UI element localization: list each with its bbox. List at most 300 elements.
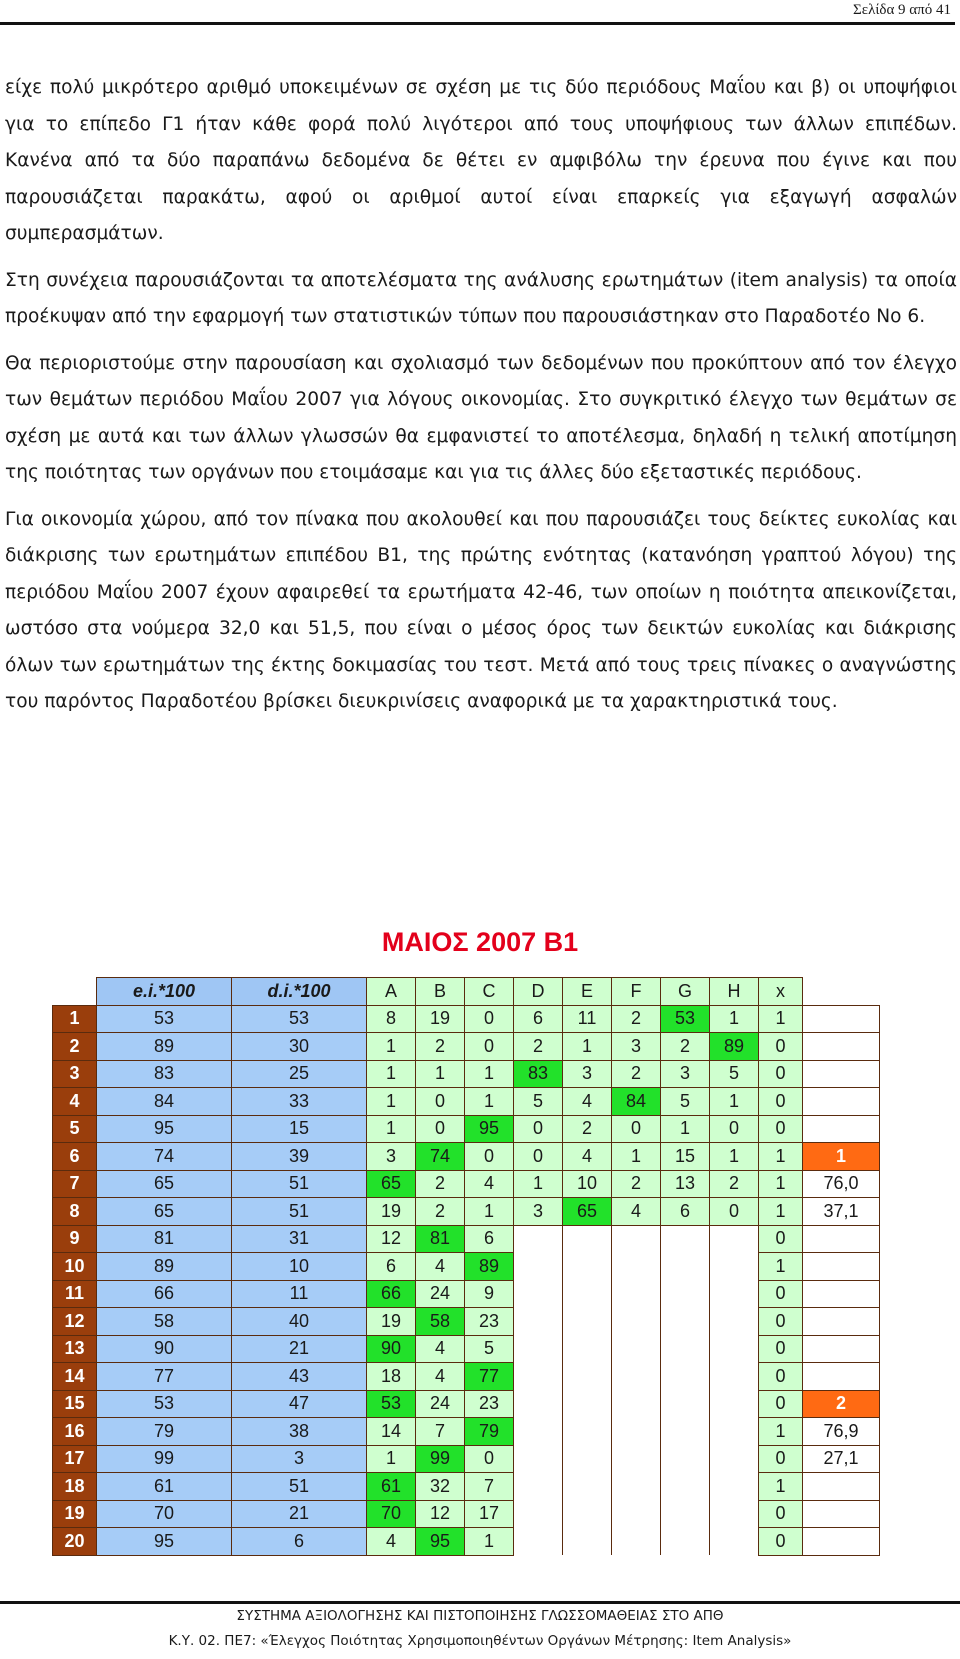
option-cell: 5 bbox=[710, 1060, 759, 1088]
option-cell: 10 bbox=[563, 1170, 612, 1198]
summary-stat-empty bbox=[803, 1528, 880, 1556]
correct-option-cell: 66 bbox=[367, 1280, 416, 1308]
option-cell-empty bbox=[514, 1253, 563, 1281]
body-text bbox=[5, 70, 957, 731]
option-cell-empty bbox=[710, 1528, 759, 1556]
option-cell: 1 bbox=[612, 1143, 661, 1171]
correct-option-cell: 74 bbox=[416, 1143, 465, 1171]
summary-stat-empty bbox=[803, 1033, 880, 1061]
option-cell: 2 bbox=[612, 1005, 661, 1033]
discrimination-index-cell: 33 bbox=[232, 1088, 367, 1116]
omitted-cell: 1 bbox=[759, 1005, 803, 1033]
discrimination-index-cell: 51 bbox=[232, 1170, 367, 1198]
option-cell: 23 bbox=[465, 1390, 514, 1418]
ease-index-cell: 70 bbox=[97, 1500, 232, 1528]
summary-stat-empty bbox=[803, 1115, 880, 1143]
ease-index-cell: 53 bbox=[97, 1005, 232, 1033]
table-row bbox=[53, 1390, 880, 1418]
ease-index-cell: 79 bbox=[97, 1418, 232, 1446]
omitted-cell: 0 bbox=[759, 1088, 803, 1116]
item-number-cell: 17 bbox=[53, 1445, 97, 1473]
option-cell: 3 bbox=[563, 1060, 612, 1088]
correct-option-cell: 90 bbox=[367, 1335, 416, 1363]
option-cell-empty bbox=[563, 1363, 612, 1391]
discrimination-index-cell: 10 bbox=[232, 1253, 367, 1281]
omitted-cell: 0 bbox=[759, 1280, 803, 1308]
option-cell-empty bbox=[563, 1280, 612, 1308]
ease-index-cell: 84 bbox=[97, 1088, 232, 1116]
option-cell: 14 bbox=[367, 1418, 416, 1446]
ease-index-cell: 58 bbox=[97, 1308, 232, 1336]
option-cell: 0 bbox=[514, 1143, 563, 1171]
option-cell-empty bbox=[514, 1390, 563, 1418]
option-cell: 0 bbox=[465, 1005, 514, 1033]
ease-index-cell: 66 bbox=[97, 1280, 232, 1308]
table-row bbox=[53, 1005, 880, 1033]
option-cell: 0 bbox=[416, 1115, 465, 1143]
option-cell: 3 bbox=[612, 1033, 661, 1061]
option-cell: 1 bbox=[465, 1060, 514, 1088]
option-cell: 1 bbox=[661, 1115, 710, 1143]
option-cell: 3 bbox=[514, 1198, 563, 1226]
summary-stat-empty bbox=[803, 1280, 880, 1308]
option-cell: 1 bbox=[465, 1528, 514, 1556]
table-row bbox=[53, 1088, 880, 1116]
discrimination-index-cell: 21 bbox=[232, 1500, 367, 1528]
option-cell-empty bbox=[612, 1308, 661, 1336]
item-number-cell: 3 bbox=[53, 1060, 97, 1088]
option-cell: 13 bbox=[661, 1170, 710, 1198]
ease-index-cell: 95 bbox=[97, 1115, 232, 1143]
table-row bbox=[53, 1033, 880, 1061]
option-cell-empty bbox=[514, 1500, 563, 1528]
header-option-b: B bbox=[416, 978, 465, 1006]
option-cell-empty bbox=[612, 1253, 661, 1281]
option-cell: 1 bbox=[710, 1005, 759, 1033]
item-number-cell: 2 bbox=[53, 1033, 97, 1061]
option-cell: 0 bbox=[465, 1143, 514, 1171]
option-cell: 1 bbox=[367, 1060, 416, 1088]
option-cell: 7 bbox=[416, 1418, 465, 1446]
summary-stat-cell: 37,1 bbox=[803, 1198, 880, 1226]
discrimination-index-cell: 47 bbox=[232, 1390, 367, 1418]
table-row bbox=[53, 1363, 880, 1391]
option-cell: 3 bbox=[661, 1060, 710, 1088]
ease-index-cell: 89 bbox=[97, 1033, 232, 1061]
option-cell-empty bbox=[563, 1390, 612, 1418]
correct-option-cell: 81 bbox=[416, 1225, 465, 1253]
option-cell: 8 bbox=[367, 1005, 416, 1033]
correct-option-cell: 58 bbox=[416, 1308, 465, 1336]
option-cell: 1 bbox=[710, 1143, 759, 1171]
table-row bbox=[53, 1198, 880, 1226]
option-cell: 0 bbox=[416, 1088, 465, 1116]
omitted-cell: 1 bbox=[759, 1198, 803, 1226]
option-cell: 19 bbox=[416, 1005, 465, 1033]
item-number-cell: 8 bbox=[53, 1198, 97, 1226]
summary-stat-empty bbox=[803, 1363, 880, 1391]
option-cell: 18 bbox=[367, 1363, 416, 1391]
option-cell-empty bbox=[710, 1253, 759, 1281]
option-cell: 11 bbox=[563, 1005, 612, 1033]
option-cell: 32 bbox=[416, 1473, 465, 1501]
ease-index-cell: 77 bbox=[97, 1363, 232, 1391]
option-cell-empty bbox=[514, 1528, 563, 1556]
header-blank-right bbox=[803, 978, 880, 1006]
discrimination-index-cell: 39 bbox=[232, 1143, 367, 1171]
option-cell: 17 bbox=[465, 1500, 514, 1528]
discrimination-index-cell: 53 bbox=[232, 1005, 367, 1033]
correct-option-cell: 89 bbox=[465, 1253, 514, 1281]
summary-stat-empty bbox=[803, 1500, 880, 1528]
option-cell: 1 bbox=[710, 1088, 759, 1116]
option-cell-empty bbox=[710, 1280, 759, 1308]
option-cell-empty bbox=[710, 1500, 759, 1528]
ease-index-cell: 65 bbox=[97, 1170, 232, 1198]
option-cell-empty bbox=[661, 1418, 710, 1446]
discrimination-index-cell: 3 bbox=[232, 1445, 367, 1473]
option-cell-empty bbox=[612, 1528, 661, 1556]
option-cell: 2 bbox=[416, 1170, 465, 1198]
item-number-cell: 16 bbox=[53, 1418, 97, 1446]
option-cell: 2 bbox=[612, 1060, 661, 1088]
option-cell-empty bbox=[563, 1473, 612, 1501]
correct-option-cell: 53 bbox=[367, 1390, 416, 1418]
item-number-cell: 19 bbox=[53, 1500, 97, 1528]
footer-rule bbox=[0, 1601, 960, 1604]
option-cell-empty bbox=[612, 1390, 661, 1418]
option-cell-empty bbox=[514, 1280, 563, 1308]
summary-stat-cell: 76,0 bbox=[803, 1170, 880, 1198]
omitted-cell: 0 bbox=[759, 1445, 803, 1473]
option-cell: 1 bbox=[563, 1033, 612, 1061]
option-cell-empty bbox=[612, 1225, 661, 1253]
item-number-cell: 14 bbox=[53, 1363, 97, 1391]
option-cell: 4 bbox=[416, 1335, 465, 1363]
option-cell: 1 bbox=[367, 1445, 416, 1473]
option-cell: 0 bbox=[465, 1033, 514, 1061]
option-cell-empty bbox=[563, 1308, 612, 1336]
option-cell: 5 bbox=[514, 1088, 563, 1116]
discrimination-index-cell: 38 bbox=[232, 1418, 367, 1446]
option-cell: 1 bbox=[465, 1088, 514, 1116]
option-cell: 9 bbox=[465, 1280, 514, 1308]
item-number-cell: 10 bbox=[53, 1253, 97, 1281]
discrimination-index-cell: 43 bbox=[232, 1363, 367, 1391]
option-cell: 6 bbox=[661, 1198, 710, 1226]
summary-stat-empty bbox=[803, 1005, 880, 1033]
header-option-f: F bbox=[612, 978, 661, 1006]
option-cell-empty bbox=[661, 1473, 710, 1501]
table-row bbox=[53, 1225, 880, 1253]
option-cell-empty bbox=[612, 1335, 661, 1363]
option-cell-empty bbox=[661, 1335, 710, 1363]
discrimination-index-cell: 51 bbox=[232, 1473, 367, 1501]
option-cell: 6 bbox=[367, 1253, 416, 1281]
option-cell: 2 bbox=[514, 1033, 563, 1061]
table-row bbox=[53, 1445, 880, 1473]
option-cell-empty bbox=[661, 1390, 710, 1418]
omitted-cell: 1 bbox=[759, 1253, 803, 1281]
option-cell-empty bbox=[612, 1445, 661, 1473]
option-cell: 0 bbox=[612, 1115, 661, 1143]
item-number-cell: 18 bbox=[53, 1473, 97, 1501]
discrimination-index-cell: 25 bbox=[232, 1060, 367, 1088]
option-cell: 24 bbox=[416, 1390, 465, 1418]
option-cell: 0 bbox=[710, 1198, 759, 1226]
header-option-d: D bbox=[514, 978, 563, 1006]
omitted-cell: 0 bbox=[759, 1308, 803, 1336]
option-cell-empty bbox=[661, 1253, 710, 1281]
table-row bbox=[53, 1308, 880, 1336]
item-number-cell: 7 bbox=[53, 1170, 97, 1198]
summary-stat-cell: 2 bbox=[803, 1390, 880, 1418]
table-row bbox=[53, 1473, 880, 1501]
ease-index-cell: 65 bbox=[97, 1198, 232, 1226]
option-cell: 0 bbox=[710, 1115, 759, 1143]
option-cell: 12 bbox=[367, 1225, 416, 1253]
option-cell-empty bbox=[563, 1528, 612, 1556]
correct-option-cell: 61 bbox=[367, 1473, 416, 1501]
option-cell-empty bbox=[612, 1363, 661, 1391]
option-cell-empty bbox=[612, 1500, 661, 1528]
correct-option-cell: 65 bbox=[367, 1170, 416, 1198]
item-number-cell: 20 bbox=[53, 1528, 97, 1556]
table-row bbox=[53, 1280, 880, 1308]
paragraph: Στη συνέχεια παρουσιάζονται τα αποτελέσματα της ανάλυσης ερωτημάτων (item analysis) τα οποία προέκυψαν από την εφαρμογή των στατιστικών τύπων που παρουσιάστηκαν στο Παραδοτέο Νο 6. bbox=[5, 269, 957, 327]
footer-deliverable: Κ.Υ. 02. ΠΕ7: «Έλεγχος Ποιότητας Χρησιμοποιηθέντων Οργάνων Μέτρησης: Item Analysis» bbox=[168, 1633, 792, 1649]
ease-index-cell: 74 bbox=[97, 1143, 232, 1171]
item-number-cell: 11 bbox=[53, 1280, 97, 1308]
table-row bbox=[53, 1115, 880, 1143]
option-cell-empty bbox=[514, 1335, 563, 1363]
correct-option-cell: 95 bbox=[416, 1528, 465, 1556]
omitted-cell: 0 bbox=[759, 1335, 803, 1363]
page-number: Σελίδα 9 από 41 bbox=[853, 2, 951, 18]
ease-index-cell: 95 bbox=[97, 1528, 232, 1556]
option-cell: 3 bbox=[367, 1143, 416, 1171]
table-row bbox=[53, 1500, 880, 1528]
option-cell: 4 bbox=[612, 1198, 661, 1226]
table-title: ΜΑΙΟΣ 2007 Β1 bbox=[381, 927, 579, 957]
option-cell: 24 bbox=[416, 1280, 465, 1308]
ease-index-cell: 81 bbox=[97, 1225, 232, 1253]
table-row bbox=[53, 1253, 880, 1281]
option-cell: 2 bbox=[661, 1033, 710, 1061]
header-option-a: A bbox=[367, 978, 416, 1006]
omitted-cell: 0 bbox=[759, 1060, 803, 1088]
summary-stat-empty bbox=[803, 1253, 880, 1281]
option-cell: 0 bbox=[514, 1115, 563, 1143]
table-row bbox=[53, 1170, 880, 1198]
ease-index-cell: 89 bbox=[97, 1253, 232, 1281]
correct-option-cell: 84 bbox=[612, 1088, 661, 1116]
table-header-row bbox=[53, 978, 880, 1006]
option-cell-empty bbox=[661, 1280, 710, 1308]
item-number-cell: 9 bbox=[53, 1225, 97, 1253]
option-cell: 4 bbox=[367, 1528, 416, 1556]
option-cell-empty bbox=[710, 1390, 759, 1418]
option-cell-empty bbox=[661, 1500, 710, 1528]
option-cell-empty bbox=[710, 1473, 759, 1501]
correct-option-cell: 83 bbox=[514, 1060, 563, 1088]
option-cell-empty bbox=[710, 1225, 759, 1253]
option-cell: 5 bbox=[661, 1088, 710, 1116]
option-cell-empty bbox=[661, 1363, 710, 1391]
page-header bbox=[0, 0, 955, 25]
option-cell-empty bbox=[710, 1418, 759, 1446]
option-cell: 2 bbox=[416, 1198, 465, 1226]
option-cell-empty bbox=[612, 1473, 661, 1501]
option-cell-empty bbox=[710, 1363, 759, 1391]
option-cell-empty bbox=[563, 1418, 612, 1446]
table-body bbox=[53, 1005, 880, 1555]
table-row bbox=[53, 1335, 880, 1363]
summary-stat-empty bbox=[803, 1308, 880, 1336]
discrimination-index-cell: 31 bbox=[232, 1225, 367, 1253]
header-option-h: H bbox=[710, 978, 759, 1006]
option-cell: 2 bbox=[612, 1170, 661, 1198]
option-cell-empty bbox=[563, 1500, 612, 1528]
option-cell: 2 bbox=[416, 1033, 465, 1061]
option-cell: 19 bbox=[367, 1198, 416, 1226]
option-cell-empty bbox=[514, 1473, 563, 1501]
summary-stat-cell: 27,1 bbox=[803, 1445, 880, 1473]
option-cell-empty bbox=[661, 1225, 710, 1253]
item-number-cell: 12 bbox=[53, 1308, 97, 1336]
correct-option-cell: 53 bbox=[661, 1005, 710, 1033]
correct-option-cell: 77 bbox=[465, 1363, 514, 1391]
correct-option-cell: 65 bbox=[563, 1198, 612, 1226]
option-cell: 2 bbox=[563, 1115, 612, 1143]
option-cell: 7 bbox=[465, 1473, 514, 1501]
omitted-cell: 0 bbox=[759, 1390, 803, 1418]
header-discrimination-index: d.i.*100 bbox=[232, 978, 367, 1006]
option-cell: 4 bbox=[416, 1363, 465, 1391]
header-option-g: G bbox=[661, 978, 710, 1006]
omitted-cell: 1 bbox=[759, 1143, 803, 1171]
omitted-cell: 0 bbox=[759, 1363, 803, 1391]
correct-option-cell: 95 bbox=[465, 1115, 514, 1143]
option-cell: 2 bbox=[710, 1170, 759, 1198]
option-cell: 15 bbox=[661, 1143, 710, 1171]
ease-index-cell: 83 bbox=[97, 1060, 232, 1088]
option-cell: 1 bbox=[416, 1060, 465, 1088]
correct-option-cell: 99 bbox=[416, 1445, 465, 1473]
discrimination-index-cell: 11 bbox=[232, 1280, 367, 1308]
summary-stat-cell: 1 bbox=[803, 1143, 880, 1171]
summary-stat-empty bbox=[803, 1335, 880, 1363]
discrimination-index-cell: 51 bbox=[232, 1198, 367, 1226]
option-cell: 1 bbox=[465, 1198, 514, 1226]
summary-stat-empty bbox=[803, 1060, 880, 1088]
option-cell-empty bbox=[514, 1363, 563, 1391]
omitted-cell: 1 bbox=[759, 1473, 803, 1501]
option-cell: 4 bbox=[563, 1088, 612, 1116]
omitted-cell: 1 bbox=[759, 1170, 803, 1198]
item-number-cell: 4 bbox=[53, 1088, 97, 1116]
item-number-cell: 13 bbox=[53, 1335, 97, 1363]
ease-index-cell: 53 bbox=[97, 1390, 232, 1418]
item-number-cell: 6 bbox=[53, 1143, 97, 1171]
option-cell-empty bbox=[563, 1253, 612, 1281]
summary-stat-empty bbox=[803, 1473, 880, 1501]
option-cell: 4 bbox=[465, 1170, 514, 1198]
omitted-cell: 0 bbox=[759, 1115, 803, 1143]
item-number-cell: 5 bbox=[53, 1115, 97, 1143]
ease-index-cell: 90 bbox=[97, 1335, 232, 1363]
table-row bbox=[53, 1528, 880, 1556]
option-cell: 6 bbox=[514, 1005, 563, 1033]
option-cell-empty bbox=[612, 1418, 661, 1446]
ease-index-cell: 61 bbox=[97, 1473, 232, 1501]
option-cell: 12 bbox=[416, 1500, 465, 1528]
option-cell-empty bbox=[563, 1335, 612, 1363]
table-row bbox=[53, 1143, 880, 1171]
omitted-cell: 1 bbox=[759, 1418, 803, 1446]
option-cell: 1 bbox=[367, 1033, 416, 1061]
header-option-c: C bbox=[465, 978, 514, 1006]
option-cell-empty bbox=[514, 1308, 563, 1336]
option-cell-empty bbox=[514, 1418, 563, 1446]
option-cell: 4 bbox=[416, 1253, 465, 1281]
option-cell-empty bbox=[612, 1280, 661, 1308]
option-cell-empty bbox=[710, 1445, 759, 1473]
footer-organization: ΣΥΣΤΗΜΑ ΑΞΙΟΛΟΓΗΣΗΣ ΚΑΙ ΠΙΣΤΟΠΟΙΗΣΗΣ ΓΛΩΣΣΟΜΑΘΕΙΑΣ ΣΤΟ ΑΠΘ bbox=[236, 1608, 724, 1624]
option-cell: 1 bbox=[367, 1088, 416, 1116]
option-cell-empty bbox=[661, 1308, 710, 1336]
omitted-cell: 0 bbox=[759, 1500, 803, 1528]
table-row bbox=[53, 1060, 880, 1088]
option-cell: 4 bbox=[563, 1143, 612, 1171]
header-option-e: E bbox=[563, 978, 612, 1006]
table-row bbox=[53, 1418, 880, 1446]
paragraph: είχε πολύ μικρότερο αριθμό υποκειμένων σε σχέση με τις δύο περιόδους Μαΐου και β) οι υποψήφιοι για το επίπεδο Γ1 ήταν κάθε φορά πολύ λιγότεροι από τους υποψήφιους των άλλων επιπέδων. Κανένα από τα δύο παραπάνω δεδομένα δε θέτει εν αμφιβόλω την έρευνα που έγινε και που παρουσιάζεται παρακάτω, αφού οι αριθμοί αυτοί είναι επαρκείς για εξαγωγή ασφαλών συμπερασμάτων. bbox=[5, 77, 957, 244]
omitted-cell: 0 bbox=[759, 1528, 803, 1556]
paragraph: Για οικονομία χώρου, από τον πίνακα που ακολουθεί και που παρουσιάζει τους δείκτες ευκολίας και διάκρισης των ερωτημάτων επιπέδου Β1, της πρώτης ενότητας (κατανόηση γραπτού λόγου) της περιόδου Μαΐου 2007 έχουν αφαιρεθεί τα ερωτήματα 42-46, των οποίων η ποιότητα απεικονίζεται, ωστόσο στα νούμερα 32,0 και 51,5, που είναι ο μέσος όρος των δεικτών ευκολίας και διάκρισης όλων των ερωτημάτων της έκτης δοκιμασίας του τεστ. Μετά από τους τρεις πίνακες ο αναγνώστης του παρόντος Παραδοτέου βρίσκει διευκρινίσεις αναφορικά με τα χαρακτηριστικά τους. bbox=[5, 508, 957, 712]
discrimination-index-cell: 15 bbox=[232, 1115, 367, 1143]
omitted-cell: 0 bbox=[759, 1033, 803, 1061]
option-cell-empty bbox=[514, 1225, 563, 1253]
summary-stat-empty bbox=[803, 1225, 880, 1253]
item-analysis-table bbox=[52, 977, 880, 1556]
option-cell-empty bbox=[661, 1445, 710, 1473]
option-cell-empty bbox=[710, 1335, 759, 1363]
option-cell: 23 bbox=[465, 1308, 514, 1336]
discrimination-index-cell: 6 bbox=[232, 1528, 367, 1556]
option-cell: 6 bbox=[465, 1225, 514, 1253]
item-number-cell: 15 bbox=[53, 1390, 97, 1418]
omitted-cell: 0 bbox=[759, 1225, 803, 1253]
option-cell: 0 bbox=[465, 1445, 514, 1473]
summary-stat-empty bbox=[803, 1088, 880, 1116]
header-omitted: x bbox=[759, 978, 803, 1006]
correct-option-cell: 89 bbox=[710, 1033, 759, 1061]
option-cell-empty bbox=[563, 1445, 612, 1473]
option-cell-empty bbox=[710, 1308, 759, 1336]
option-cell-empty bbox=[563, 1225, 612, 1253]
ease-index-cell: 99 bbox=[97, 1445, 232, 1473]
option-cell: 19 bbox=[367, 1308, 416, 1336]
option-cell: 1 bbox=[514, 1170, 563, 1198]
option-cell: 5 bbox=[465, 1335, 514, 1363]
discrimination-index-cell: 21 bbox=[232, 1335, 367, 1363]
header-ease-index: e.i.*100 bbox=[97, 978, 232, 1006]
discrimination-index-cell: 30 bbox=[232, 1033, 367, 1061]
header-blank bbox=[53, 978, 97, 1006]
option-cell: 1 bbox=[367, 1115, 416, 1143]
item-number-cell: 1 bbox=[53, 1005, 97, 1033]
